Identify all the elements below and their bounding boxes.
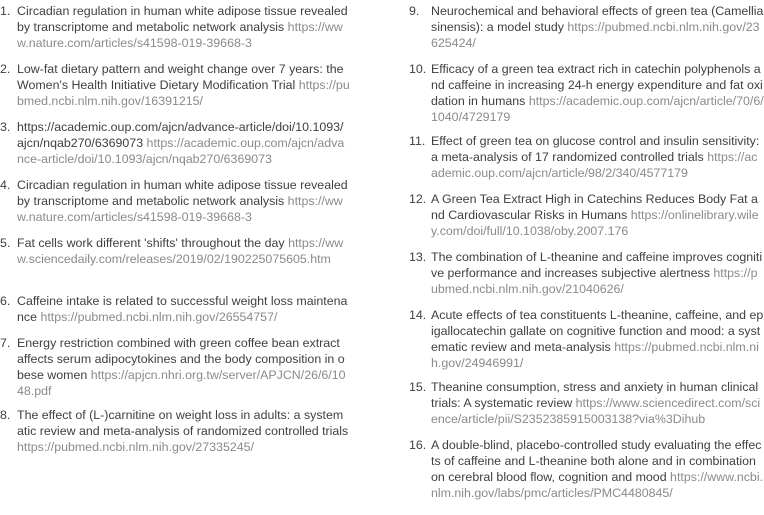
reference-link[interactable]: https://www.nature.com/articles/s41598-019-39668-3 bbox=[17, 20, 343, 50]
reference-number: 4. bbox=[0, 178, 11, 192]
reference-link[interactable]: https://pubmed.ncbi.nlm.nih.gov/21040626/ bbox=[431, 266, 758, 296]
reference-title: Circadian regulation in human white adipose tissue revealed by transcriptome and metabolic network analysis bbox=[17, 178, 348, 208]
reference-item-12 bbox=[409, 191, 764, 239]
reference-title: Fat cells work different 'shifts' throughout the day bbox=[17, 236, 285, 250]
reference-item-6 bbox=[0, 293, 350, 325]
reference-item-2 bbox=[0, 61, 350, 109]
reference-title: Acute effects of tea constituents L-theanine, caffeine, and epigallocatechin gallate on cognitive function and mood: a systematic review and meta-analysis bbox=[431, 308, 764, 354]
reference-number: 3. bbox=[0, 120, 11, 134]
reference-link[interactable]: https://academic.oup.com/ajcn/article/70/6/1040/4729179 bbox=[431, 94, 764, 124]
reference-item-7 bbox=[0, 335, 350, 399]
reference-item-10 bbox=[409, 61, 764, 125]
reference-item-5 bbox=[0, 235, 350, 267]
reference-title: Low-fat dietary pattern and weight change over 7 years: the Women's Health Initiative Dietary Modification Trial bbox=[17, 62, 344, 92]
reference-link[interactable]: https://www.nature.com/articles/s41598-019-39668-3 bbox=[17, 194, 343, 224]
reference-item-11 bbox=[409, 133, 764, 181]
reference-title: Caffeine intake is related to successful weight loss maintenance bbox=[17, 294, 348, 324]
reference-item-14 bbox=[409, 307, 764, 371]
reference-item-16 bbox=[409, 437, 764, 501]
reference-number: 13. bbox=[409, 250, 427, 264]
reference-number: 1. bbox=[0, 4, 11, 18]
reference-link[interactable]: https://onlinelibrary.wiley.com/doi/full/10.1038/oby.2007.176 bbox=[431, 208, 759, 238]
reference-item-3 bbox=[0, 119, 350, 167]
reference-link[interactable]: https://pubmed.ncbi.nlm.nih.gov/24946991/ bbox=[431, 340, 759, 370]
reference-item-13 bbox=[409, 249, 764, 297]
reference-title: The combination of L-theanine and caffeine improves cognitive performance and increases subjective alertness bbox=[431, 250, 763, 280]
reference-item-15 bbox=[409, 379, 764, 427]
reference-item-4 bbox=[0, 177, 350, 225]
reference-number: 11. bbox=[409, 134, 426, 148]
reference-link[interactable]: https://pubmed.ncbi.nlm.nih.gov/16391215/ bbox=[17, 78, 350, 108]
reference-number: 16. bbox=[409, 438, 427, 452]
reference-link[interactable]: https://www.ncbi.nlm.nih.gov/labs/pmc/articles/PMC4480845/ bbox=[431, 470, 764, 500]
reference-title: Energy restriction combined with green coffee bean extract affects serum adipocytokines and the body composition in obese women bbox=[17, 336, 345, 382]
reference-link[interactable]: https://pubmed.ncbi.nlm.nih.gov/26554757/ bbox=[40, 310, 278, 324]
reference-number: 14. bbox=[409, 308, 427, 322]
reference-title: Neurochemical and behavioral effects of green tea (Camellia sinensis): a model study bbox=[431, 4, 764, 34]
reference-link[interactable]: https://academic.oup.com/ajcn/article/98/2/340/4577179 bbox=[431, 150, 758, 180]
reference-title: Theanine consumption, stress and anxiety in human clinical trials: A systematic review bbox=[431, 380, 759, 410]
reference-number: 15. bbox=[409, 380, 427, 394]
reference-link[interactable]: https://www.sciencedaily.com/releases/2019/02/190225075605.htm bbox=[17, 236, 344, 266]
reference-link[interactable]: https://www.sciencedirect.com/science/article/pii/S2352385915003138?via%3Dihub bbox=[431, 396, 761, 426]
reference-number: 7. bbox=[0, 336, 11, 350]
reference-title: A double-blind, placebo-controlled study evaluating the effects of caffeine and L-theanine both alone and in combination on cerebral blood flow, cognition and mood bbox=[431, 438, 762, 484]
reference-link[interactable]: https://academic.oup.com/ajcn/advance-article/doi/10.1093/ajcn/nqab270/6369073 bbox=[17, 136, 345, 166]
reference-link[interactable]: https://apjcn.nhri.org.tw/server/APJCN/26/6/1048.pdf bbox=[17, 368, 346, 398]
reference-link[interactable]: https://pubmed.ncbi.nlm.nih.gov/27335245/ bbox=[17, 440, 254, 454]
reference-number: 8. bbox=[0, 408, 11, 422]
reference-item-8 bbox=[0, 407, 350, 455]
reference-number: 12. bbox=[409, 192, 427, 206]
reference-link[interactable]: https://pubmed.ncbi.nlm.nih.gov/23625424/ bbox=[431, 20, 760, 50]
reference-item-1 bbox=[0, 3, 350, 51]
reference-title: https://academic.oup.com/ajcn/advance-article/doi/10.1093/ajcn/nqab270/6369073 bbox=[17, 120, 344, 150]
reference-title: Efficacy of a green tea extract rich in catechin polyphenols and caffeine in increasing 24-h energy expenditure and fat oxidation in humans bbox=[431, 62, 763, 108]
reference-title: A Green Tea Extract High in Catechins Reduces Body Fat and Cardiovascular Risks in Humans bbox=[431, 192, 758, 222]
reference-number: 5. bbox=[0, 236, 11, 250]
reference-item-9 bbox=[409, 3, 764, 51]
reference-title: The effect of (L-)carnitine on weight loss in adults: a systematic review and meta-analysis of randomized controlled trials bbox=[17, 408, 349, 438]
reference-number: 10. bbox=[409, 62, 427, 76]
reference-number: 9. bbox=[409, 4, 420, 18]
reference-number: 6. bbox=[0, 294, 11, 308]
reference-number: 2. bbox=[0, 62, 11, 76]
reference-title: Effect of green tea on glucose control and insulin sensitivity: a meta-analysis of 17 randomized controlled trials bbox=[431, 134, 760, 164]
reference-title: Circadian regulation in human white adipose tissue revealed by transcriptome and metabolic network analysis bbox=[17, 4, 348, 34]
